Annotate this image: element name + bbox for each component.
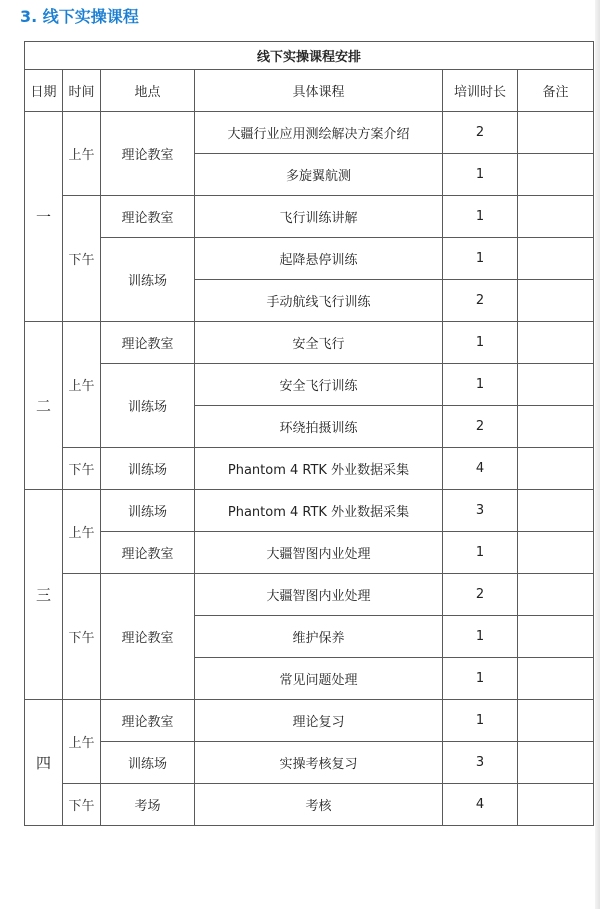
hours-cell: 1	[443, 154, 518, 196]
period-cell: 下午	[63, 784, 101, 826]
note-cell	[518, 280, 594, 322]
course-cell: 多旋翼航测	[195, 154, 443, 196]
hours-cell: 1	[443, 700, 518, 742]
course-cell: 大疆行业应用测绘解决方案介绍	[195, 112, 443, 154]
table-row	[25, 322, 594, 364]
hours-cell: 1	[443, 238, 518, 280]
page-edge-shadow	[595, 0, 600, 909]
place-cell: 训练场	[101, 238, 195, 322]
column-header-place: 地点	[101, 70, 195, 112]
hours-cell: 4	[443, 448, 518, 490]
note-cell	[518, 448, 594, 490]
note-cell	[518, 490, 594, 532]
period-cell: 上午	[63, 490, 101, 574]
course-cell: 大疆智图内业处理	[195, 532, 443, 574]
table-title-row	[25, 42, 594, 70]
course-cell: Phantom 4 RTK 外业数据采集	[195, 448, 443, 490]
column-header-course: 具体课程	[195, 70, 443, 112]
course-cell: 环绕拍摄训练	[195, 406, 443, 448]
place-cell: 理论教室	[101, 322, 195, 364]
note-cell	[518, 700, 594, 742]
day-cell: 三	[25, 490, 63, 700]
note-cell	[518, 616, 594, 658]
note-cell	[518, 322, 594, 364]
note-cell	[518, 112, 594, 154]
section-heading: 3. 线下实操课程	[20, 7, 139, 26]
table-row	[25, 574, 594, 616]
note-cell	[518, 532, 594, 574]
place-cell: 训练场	[101, 742, 195, 784]
table-header-row	[25, 70, 594, 112]
table-title: 线下实操课程安排	[25, 42, 594, 70]
note-cell	[518, 784, 594, 826]
place-cell: 理论教室	[101, 532, 195, 574]
place-cell: 训练场	[101, 364, 195, 448]
course-cell: 考核	[195, 784, 443, 826]
period-cell: 下午	[63, 448, 101, 490]
period-cell: 上午	[63, 322, 101, 448]
note-cell	[518, 406, 594, 448]
column-header-day: 日期	[25, 70, 63, 112]
hours-cell: 1	[443, 616, 518, 658]
hours-cell: 2	[443, 280, 518, 322]
period-cell: 下午	[63, 196, 101, 322]
hours-cell: 3	[443, 490, 518, 532]
table-row	[25, 112, 594, 154]
column-header-hours: 培训时长	[443, 70, 518, 112]
hours-cell: 2	[443, 574, 518, 616]
column-header-time: 时间	[63, 70, 101, 112]
hours-cell: 1	[443, 196, 518, 238]
place-cell: 理论教室	[101, 196, 195, 238]
course-cell: 大疆智图内业处理	[195, 574, 443, 616]
hours-cell: 1	[443, 364, 518, 406]
course-cell: Phantom 4 RTK 外业数据采集	[195, 490, 443, 532]
place-cell: 训练场	[101, 490, 195, 532]
note-cell	[518, 154, 594, 196]
table-row	[25, 490, 594, 532]
note-cell	[518, 196, 594, 238]
hours-cell: 1	[443, 322, 518, 364]
table-row	[25, 238, 594, 280]
note-cell	[518, 742, 594, 784]
period-cell: 上午	[63, 112, 101, 196]
column-header-note: 备注	[518, 70, 594, 112]
place-cell: 理论教室	[101, 112, 195, 196]
note-cell	[518, 364, 594, 406]
hours-cell: 1	[443, 532, 518, 574]
course-cell: 实操考核复习	[195, 742, 443, 784]
day-cell: 四	[25, 700, 63, 826]
course-cell: 安全飞行	[195, 322, 443, 364]
course-cell: 常见问题处理	[195, 658, 443, 700]
place-cell: 理论教室	[101, 574, 195, 700]
table-row	[25, 364, 594, 406]
day-cell: 二	[25, 322, 63, 490]
course-cell: 安全飞行训练	[195, 364, 443, 406]
table-row	[25, 448, 594, 490]
course-cell: 起降悬停训练	[195, 238, 443, 280]
schedule-table	[24, 41, 594, 826]
place-cell: 理论教室	[101, 700, 195, 742]
table-row	[25, 742, 594, 784]
course-cell: 手动航线飞行训练	[195, 280, 443, 322]
table-row	[25, 784, 594, 826]
place-cell: 训练场	[101, 448, 195, 490]
place-cell: 考场	[101, 784, 195, 826]
day-cell: 一	[25, 112, 63, 322]
hours-cell: 2	[443, 406, 518, 448]
table-row	[25, 700, 594, 742]
course-cell: 维护保养	[195, 616, 443, 658]
table-row	[25, 532, 594, 574]
hours-cell: 3	[443, 742, 518, 784]
table-row	[25, 196, 594, 238]
note-cell	[518, 658, 594, 700]
note-cell	[518, 238, 594, 280]
hours-cell: 4	[443, 784, 518, 826]
hours-cell: 2	[443, 112, 518, 154]
hours-cell: 1	[443, 658, 518, 700]
note-cell	[518, 574, 594, 616]
period-cell: 下午	[63, 574, 101, 700]
period-cell: 上午	[63, 700, 101, 784]
course-cell: 飞行训练讲解	[195, 196, 443, 238]
course-cell: 理论复习	[195, 700, 443, 742]
